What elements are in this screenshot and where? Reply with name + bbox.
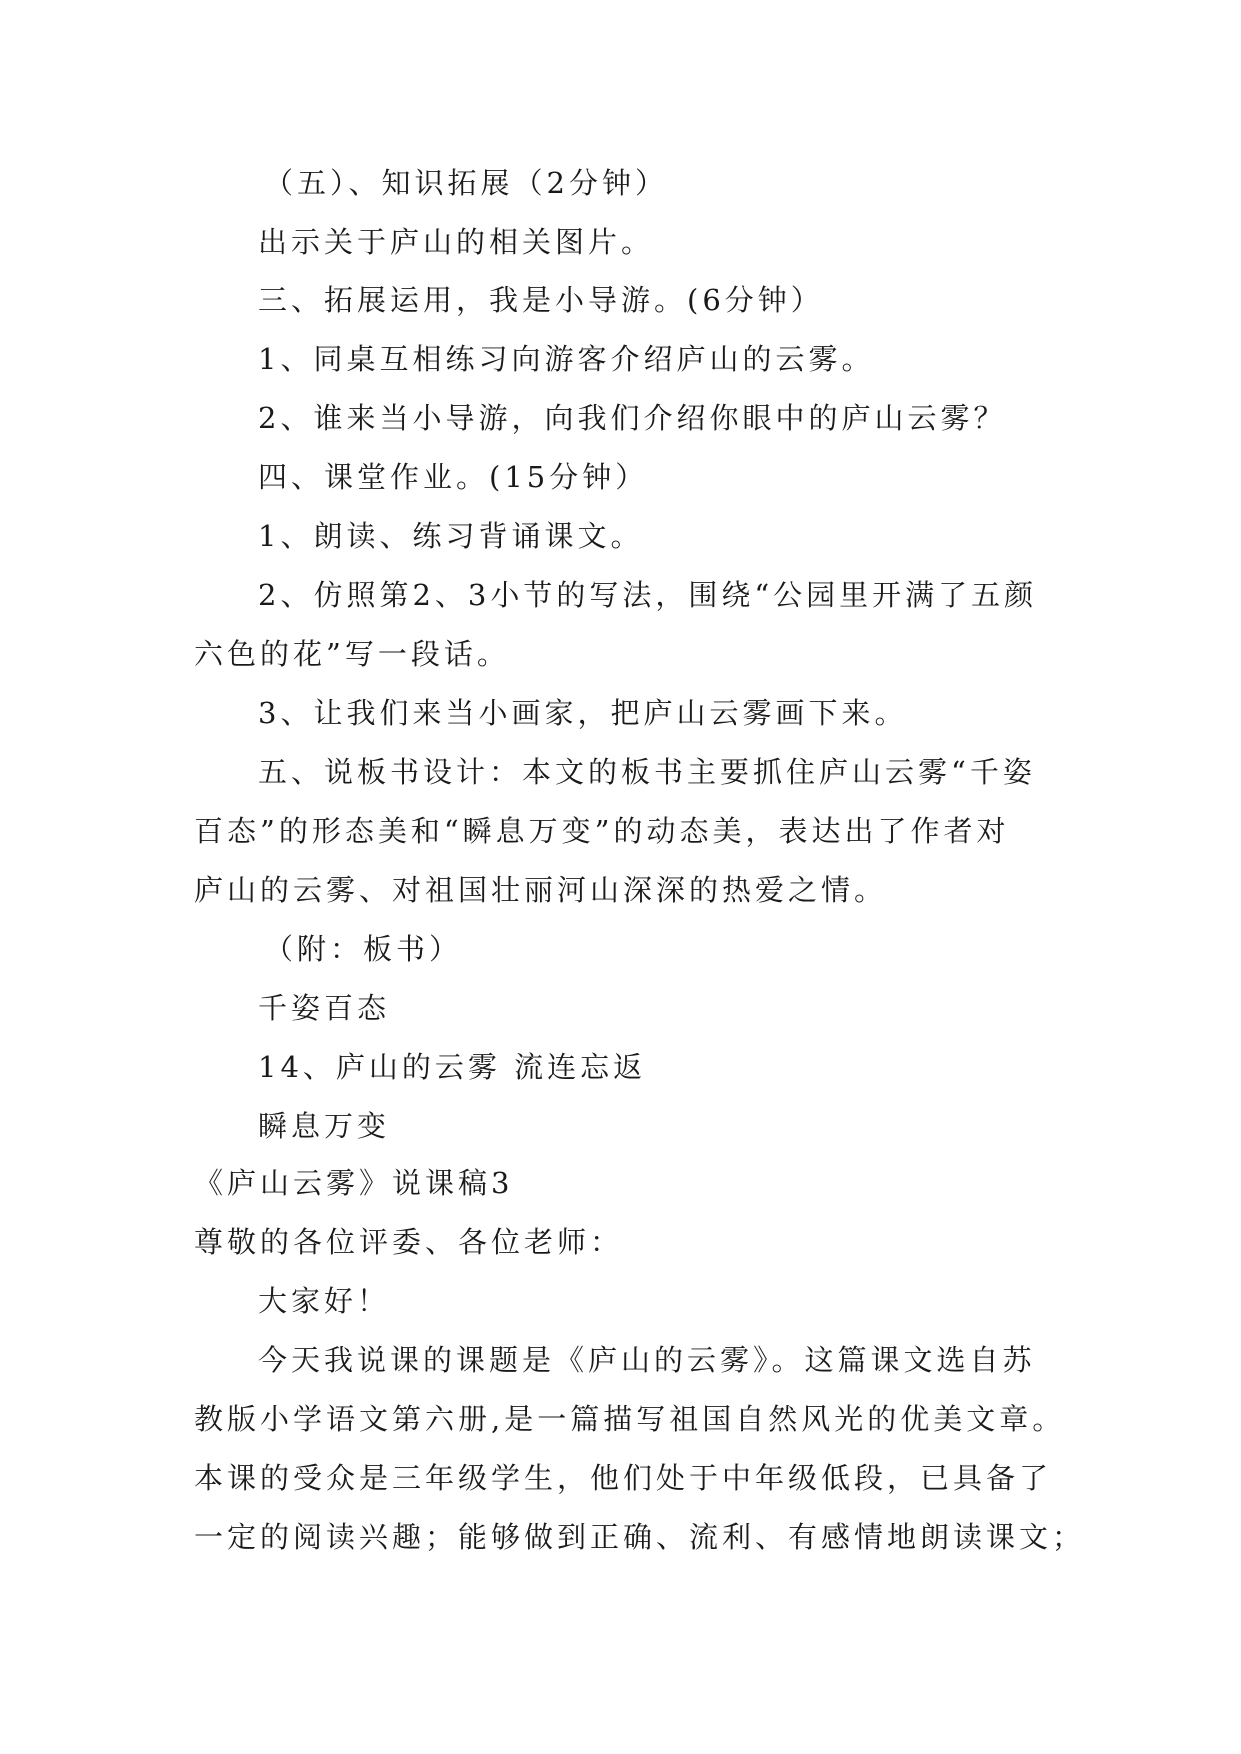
board-line: 14、庐山的云雾 流连忘返: [258, 1050, 647, 1084]
list-item: 1、同桌互相练习向游客介绍庐山的云雾。: [258, 342, 875, 376]
paragraph-line: 庐山的云雾、对祖国壮丽河山深深的热爱之情。: [194, 873, 888, 907]
document-title: 《庐山云雾》说课稿3: [194, 1166, 514, 1200]
list-item-continuation: 六色的花”写一段话。: [194, 637, 510, 671]
paragraph-line: 出示关于庐山的相关图片。: [258, 225, 655, 259]
section-heading-knowledge-extension: （五）、知识拓展（2分钟）: [264, 166, 668, 200]
paragraph-line: 今天我说课的课题是《庐山的云雾》。这篇课文选自苏: [258, 1343, 1036, 1377]
list-item: 1、朗读、练习背诵课文。: [258, 519, 644, 553]
salutation: 尊敬的各位评委、各位老师：: [194, 1225, 624, 1259]
section-heading-board-design: 五、说板书设计：本文的板书主要抓住庐山云雾“千姿: [258, 755, 1036, 789]
paragraph-line: 百态”的形态美和“瞬息万变”的动态美，表达出了作者对: [194, 814, 1010, 848]
section-heading-homework: 四、课堂作业。(15分钟）: [258, 460, 649, 494]
list-item: 2、仿照第2、3小节的写法，围绕“公园里开满了五颜: [258, 578, 1038, 612]
section-heading-extension-application: 三、拓展运用，我是小导游。(6分钟）: [258, 283, 824, 317]
paragraph-line: 本课的受众是三年级学生，他们处于中年级低段，已具备了: [194, 1461, 1053, 1495]
paragraph-line: 教版小学语文第六册,是一篇描写祖国自然风光的优美文章。: [194, 1402, 1066, 1436]
board-line: 千姿百态: [258, 991, 391, 1025]
greeting: 大家好！: [258, 1284, 391, 1318]
board-line: 瞬息万变: [258, 1109, 391, 1143]
list-item: 2、谁来当小导游，向我们介绍你眼中的庐山云雾？: [258, 401, 1007, 435]
board-note: （附：板书）: [264, 932, 463, 966]
list-item: 3、让我们来当小画家，把庐山云雾画下来。: [258, 696, 908, 730]
paragraph-line: 一定的阅读兴趣；能够做到正确、流利、有感情地朗读课文；: [194, 1520, 1086, 1554]
